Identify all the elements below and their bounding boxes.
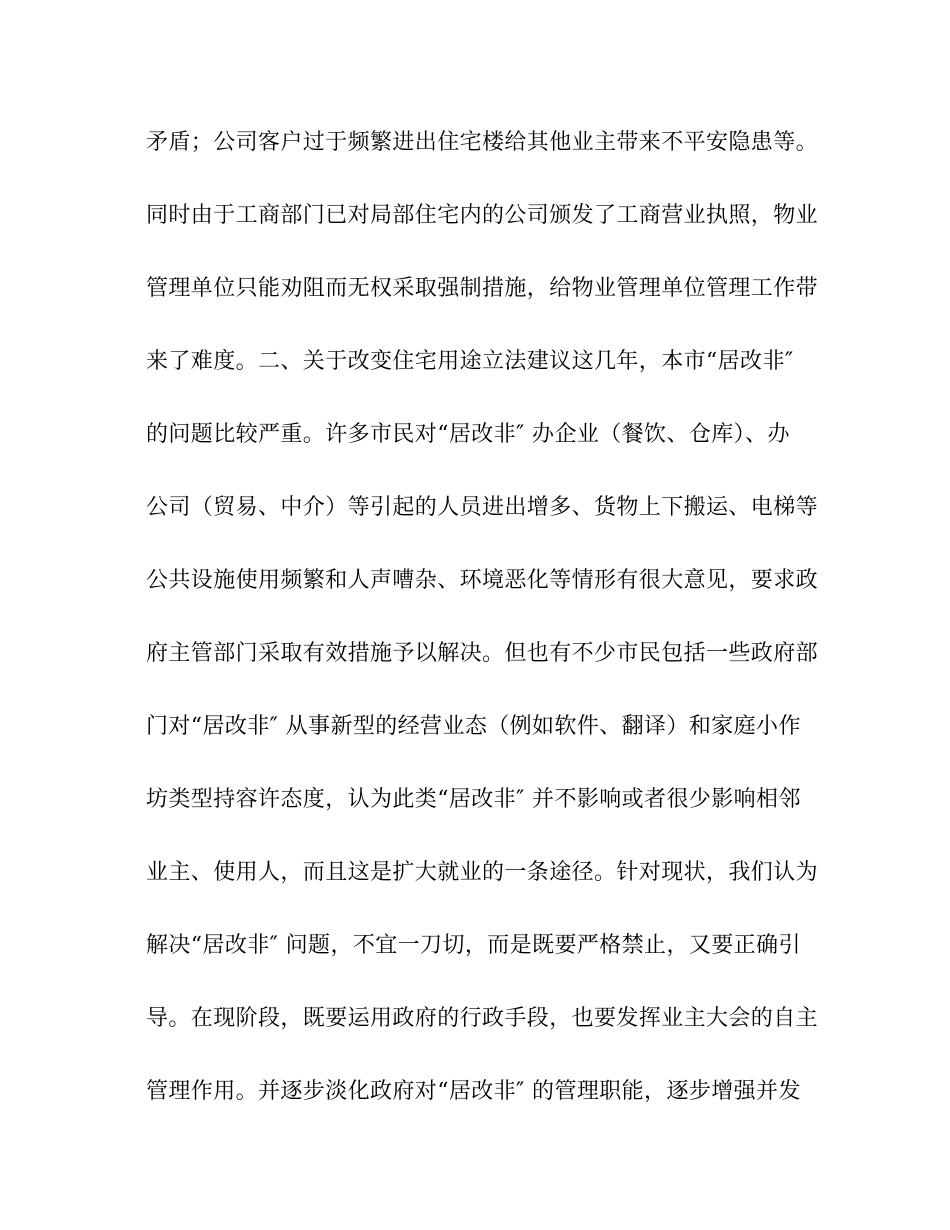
text-line: 府主管部门采取有效措施予以解决。但也有不少市民包括一些政府部 [146, 641, 819, 666]
text-line: 门对“居改非″ 从事新型的经营业态（例如软件、翻译）和家庭小作 [146, 714, 801, 739]
body-text [146, 120, 826, 1142]
text-line: 公司（贸易、中介）等引起的人员进出增多、货物上下搬运、电梯等 [146, 495, 819, 520]
text-line: 管理单位只能劝阻而无权采取强制措施，给物业管理单位管理工作带 [146, 276, 819, 301]
text-line: 坊类型持容许态度，认为此类“居改非″ 并不影响或者很少影响相邻 [146, 787, 801, 812]
text-line: 同时由于工商部门已对局部住宅内的公司颁发了工商营业执照，物业 [146, 203, 819, 228]
text-line: 解决“居改非″ 问题，不宜一刀切，而是既要严格禁止，又要正确引 [146, 933, 801, 958]
text-line: 导。在现阶段，既要运用政府的行政手段，也要发挥业主大会的自主 [146, 1006, 819, 1031]
text-line: 公共设施使用频繁和人声嘈杂、环境恶化等情形有很大意见，要求政 [146, 568, 819, 593]
text-line: 管理作用。并逐步淡化政府对“居改非″ 的管理职能，逐步增强并发 [146, 1079, 801, 1104]
text-line: 业主、使用人，而且这是扩大就业的一条途径。针对现状，我们认为 [146, 860, 819, 885]
text-line: 矛盾；公司客户过于频繁进出住宅楼给其他业主带来不平安隐患等。 [146, 130, 819, 155]
text-line: 来了难度。二、关于改变住宅用途立法建议这几年，本市“居改非″ [146, 349, 794, 374]
text-line: 的问题比较严重。许多市民对“居改非″ 办企业（餐饮、仓库）、办 [146, 422, 790, 447]
